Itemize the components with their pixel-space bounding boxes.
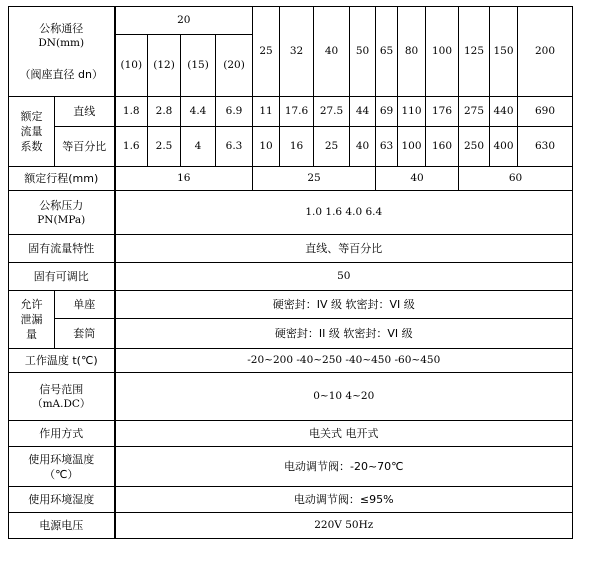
size-125: 125 [459, 7, 490, 97]
leakage-single-seat-row [9, 291, 573, 319]
equal-percent-value: 6.3 [216, 127, 253, 167]
size-50: 50 [350, 7, 376, 97]
header-row-1 [9, 7, 573, 35]
linear-value: 11 [253, 97, 280, 127]
flow-characteristic-value: 直线、等百分比 [115, 235, 573, 263]
ambient-temp-label-1: 使用环境温度 [28, 452, 95, 466]
work-temp-value: -20~200 -40~250 -40~450 -60~450 [115, 349, 573, 373]
flow-linear-row [9, 97, 573, 127]
flow-characteristic-label: 固有流量特性 [9, 235, 115, 263]
equal-percent-value: 1.6 [115, 127, 148, 167]
sleeve-value: 硬密封：II 级 软密封：VI 级 [115, 319, 573, 349]
linear-value: 69 [376, 97, 398, 127]
signal-range-value: 0~10 4~20 [115, 373, 573, 421]
nominal-size-unit: DN(mm) [38, 37, 85, 49]
spec-table [8, 6, 573, 539]
ambient-temp-label-2: （℃） [44, 467, 79, 481]
linear-value: 44 [350, 97, 376, 127]
ambient-temp-value: 电动调节阀：-20~70℃ [115, 447, 573, 487]
linear-value: 275 [459, 97, 490, 127]
linear-value: 176 [426, 97, 459, 127]
rated-flow-label-2: 流量 [20, 125, 43, 138]
work-temp-label: 工作温度 t(℃) [9, 349, 115, 373]
pressure-label [9, 191, 115, 235]
power-supply-row [9, 513, 573, 539]
stroke-value-25: 25 [253, 167, 376, 191]
rated-flow-label [9, 97, 55, 167]
action-mode-value: 电关式 电开式 [115, 421, 573, 447]
equal-percent-value: 250 [459, 127, 490, 167]
ambient-temp-label [9, 447, 115, 487]
nominal-size-header [9, 7, 115, 97]
linear-value: 690 [518, 97, 573, 127]
stroke-value-60: 60 [459, 167, 573, 191]
nominal-size-title: 公称通径 [39, 22, 84, 35]
signal-range-label-1: 信号范围 [39, 382, 84, 396]
size-100: 100 [426, 7, 459, 97]
size-25: 25 [253, 7, 280, 97]
linear-value: 1.8 [115, 97, 148, 127]
rated-flow-label-3: 系数 [20, 140, 43, 153]
flow-equal-percent-row [9, 127, 573, 167]
leakage-label-3: 量 [26, 328, 37, 341]
linear-value: 4.4 [181, 97, 216, 127]
leakage-label-2: 泄漏 [20, 313, 43, 326]
flow-characteristic-row [9, 235, 573, 263]
sleeve-label: 套筒 [55, 319, 115, 349]
signal-range-label-2: （mA.DC） [32, 397, 91, 410]
equal-percent-value: 4 [181, 127, 216, 167]
size-150: 150 [490, 7, 518, 97]
stroke-row [9, 167, 573, 191]
pressure-row [9, 191, 573, 235]
equal-percent-value: 40 [350, 127, 376, 167]
pressure-label-2: PN(MPa) [37, 213, 86, 226]
ambient-temp-row [9, 447, 573, 487]
equal-percent-value: 25 [314, 127, 350, 167]
sub-size-10: (10) [115, 35, 148, 97]
ambient-humidity-value: 电动调节阀：≤95% [115, 487, 573, 513]
equal-percent-label: 等百分比 [55, 127, 115, 167]
size-200: 200 [518, 7, 573, 97]
action-mode-label: 作用方式 [9, 421, 115, 447]
sub-size-15: (15) [181, 35, 216, 97]
size-40: 40 [314, 7, 350, 97]
leakage-label-1: 允许 [20, 298, 43, 311]
stroke-label: 额定行程(mm) [9, 167, 115, 191]
pressure-value: 1.0 1.6 4.0 6.4 [115, 191, 573, 235]
rated-flow-label-1: 额定 [20, 110, 43, 123]
ambient-humidity-label: 使用环境湿度 [9, 487, 115, 513]
equal-percent-value: 630 [518, 127, 573, 167]
size-80: 80 [398, 7, 426, 97]
size-32: 32 [280, 7, 314, 97]
equal-percent-value: 100 [398, 127, 426, 167]
equal-percent-value: 160 [426, 127, 459, 167]
sub-size-20: (20) [216, 35, 253, 97]
seat-diameter-label: （阀座直径 dn） [19, 68, 103, 81]
action-mode-row [9, 421, 573, 447]
leakage-sleeve-row [9, 319, 573, 349]
equal-percent-value: 2.5 [148, 127, 181, 167]
power-supply-label: 电源电压 [9, 513, 115, 539]
linear-value: 2.8 [148, 97, 181, 127]
linear-value: 110 [398, 97, 426, 127]
rangeability-row [9, 263, 573, 291]
stroke-value-16: 16 [115, 167, 253, 191]
leakage-label [9, 291, 55, 349]
linear-value: 6.9 [216, 97, 253, 127]
equal-percent-value: 10 [253, 127, 280, 167]
linear-label: 直线 [55, 97, 115, 127]
size-group-20: 20 [115, 7, 253, 35]
rangeability-value: 50 [115, 263, 573, 291]
size-65: 65 [376, 7, 398, 97]
sub-size-12: (12) [148, 35, 181, 97]
linear-value: 440 [490, 97, 518, 127]
linear-value: 17.6 [280, 97, 314, 127]
equal-percent-value: 16 [280, 127, 314, 167]
signal-range-label [9, 373, 115, 421]
stroke-value-40: 40 [376, 167, 459, 191]
power-supply-value: 220V 50Hz [115, 513, 573, 539]
pressure-label-1: 公称压力 [39, 198, 84, 212]
single-seat-value: 硬密封：IV 级 软密封：VI 级 [115, 291, 573, 319]
ambient-humidity-row [9, 487, 573, 513]
signal-range-row [9, 373, 573, 421]
linear-value: 27.5 [314, 97, 350, 127]
equal-percent-value: 400 [490, 127, 518, 167]
single-seat-label: 单座 [55, 291, 115, 319]
work-temp-row [9, 349, 573, 373]
equal-percent-value: 63 [376, 127, 398, 167]
rangeability-label: 固有可调比 [9, 263, 115, 291]
